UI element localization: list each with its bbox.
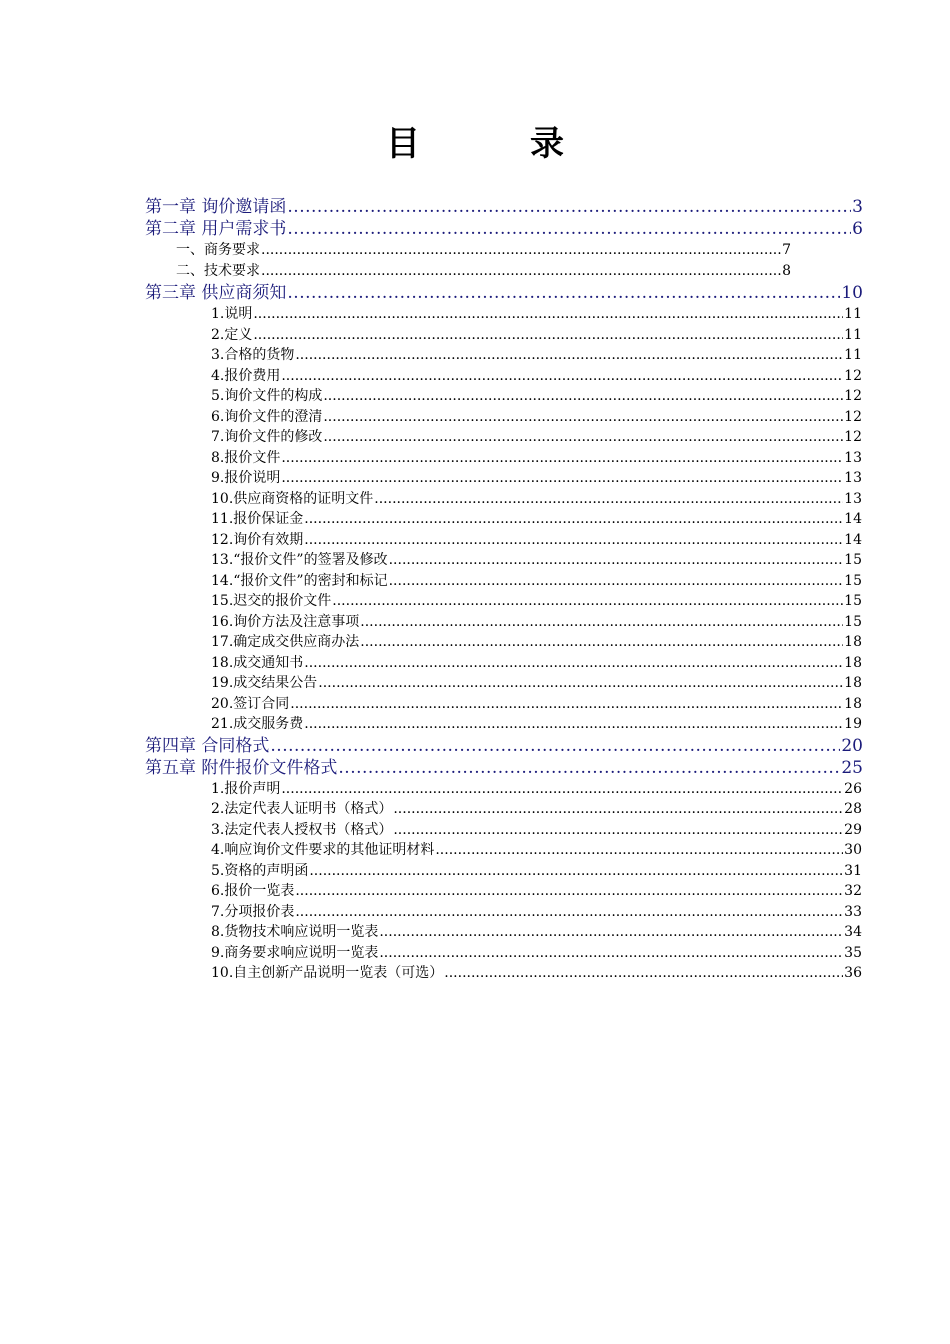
toc-entry-label: 1.报价声明 (211, 780, 281, 797)
dot-leader (332, 591, 843, 612)
toc-item-entry[interactable] (211, 779, 862, 800)
toc-page-number: 6 (852, 219, 863, 239)
dot-leader (360, 612, 843, 633)
toc-item-entry[interactable] (211, 673, 862, 694)
toc-item-entry[interactable] (211, 407, 862, 428)
toc-page-number: 19 (844, 716, 862, 732)
toc-page-number: 12 (844, 429, 862, 445)
toc-item-entry[interactable] (211, 922, 862, 943)
toc-page-number: 32 (844, 883, 862, 899)
toc-entry-label: 18.成交通知书 (211, 654, 304, 671)
toc-item-entry[interactable] (211, 881, 862, 902)
toc-entry-label: 7.分项报价表 (211, 903, 295, 920)
toc-item-entry[interactable] (211, 653, 862, 674)
toc-page-number: 36 (844, 965, 862, 981)
dot-leader (304, 714, 843, 735)
dot-leader (379, 943, 843, 964)
toc-page-number: 28 (844, 801, 862, 817)
toc-entry-label: 第五章 附件报价文件格式 (145, 757, 338, 778)
dot-leader (374, 489, 843, 510)
toc-page-number: 13 (844, 490, 862, 507)
toc-item-entry[interactable] (211, 345, 862, 366)
toc-item-entry[interactable] (211, 820, 862, 841)
toc-page-number: 12 (844, 367, 862, 384)
dot-leader (379, 922, 843, 943)
toc-item-entry[interactable] (211, 612, 862, 633)
toc-page-number: 3 (852, 197, 863, 217)
toc-page-number: 12 (844, 388, 862, 404)
dot-leader (389, 550, 844, 571)
dot-leader (295, 902, 843, 923)
toc-page-number: 8 (782, 263, 791, 279)
toc-item-entry[interactable] (211, 304, 862, 325)
toc-page-number: 7 (782, 242, 791, 258)
toc-entry-label: 8.货物技术响应说明一览表 (211, 924, 379, 940)
dot-leader (287, 282, 840, 304)
dot-leader (290, 694, 843, 715)
dot-leader (295, 345, 843, 366)
table-of-contents (0, 196, 950, 984)
toc-entry-label: 2.定义 (211, 326, 253, 343)
toc-chapter-entry[interactable] (145, 218, 863, 240)
toc-page-number: 15 (844, 613, 862, 630)
toc-entry-label: 12.询价有效期 (211, 531, 304, 548)
toc-entry-label: 5.询价文件的构成 (211, 388, 323, 404)
toc-entry-label: 8.报价文件 (211, 449, 281, 466)
toc-entry-label: 15.迟交的报价文件 (211, 593, 332, 609)
toc-section-entry[interactable] (176, 240, 791, 261)
toc-page-number: 18 (844, 634, 862, 650)
toc-page-number: 31 (844, 862, 862, 879)
toc-entry-label: 21.成交服务费 (211, 716, 304, 732)
dot-leader (304, 509, 843, 530)
toc-item-entry[interactable] (211, 509, 862, 530)
dot-leader (304, 530, 843, 551)
toc-item-entry[interactable] (211, 902, 862, 923)
toc-item-entry[interactable] (211, 366, 862, 387)
toc-entry-label: 14.“报价文件”的密封和标记 (211, 572, 388, 589)
toc-page-number: 12 (844, 408, 862, 425)
toc-entry-label: 6.报价一览表 (211, 883, 295, 899)
dot-leader (281, 448, 843, 469)
toc-entry-label: 2.法定代表人证明书（格式） (211, 801, 393, 817)
toc-page-number: 34 (844, 924, 862, 940)
dot-leader (253, 325, 843, 346)
dot-leader (393, 820, 843, 841)
toc-item-entry[interactable] (211, 861, 862, 882)
toc-page-number: 25 (841, 757, 863, 778)
toc-page-number: 18 (844, 654, 862, 671)
toc-entry-label: 4.响应询价文件要求的其他证明材料 (211, 842, 435, 858)
toc-entry-label: 一、商务要求 (176, 242, 260, 258)
dot-leader (323, 386, 843, 407)
toc-entry-label: 19.成交结果公告 (211, 675, 318, 691)
toc-entry-label: 10.自主创新产品说明一览表（可选） (211, 965, 444, 981)
dot-leader (281, 468, 843, 489)
dot-leader (338, 757, 840, 779)
toc-entry-label: 17.确定成交供应商办法 (211, 634, 360, 650)
dot-leader (287, 196, 851, 218)
toc-item-entry[interactable] (211, 943, 862, 964)
page-title: 目 录 (386, 124, 602, 164)
toc-entry-label: 16.询价方法及注意事项 (211, 613, 360, 630)
toc-entry-label: 11.报价保证金 (211, 511, 304, 527)
toc-page-number: 11 (844, 306, 862, 322)
toc-entry-label: 5.资格的声明函 (211, 862, 309, 879)
toc-item-entry[interactable] (211, 550, 862, 571)
toc-page-number: 30 (844, 842, 862, 858)
toc-chapter-entry[interactable] (145, 282, 863, 304)
toc-entry-label: 9.商务要求响应说明一览表 (211, 944, 379, 961)
toc-item-entry[interactable] (211, 694, 862, 715)
toc-item-entry[interactable] (211, 799, 862, 820)
toc-entry-label: 20.签订合同 (211, 695, 290, 712)
toc-item-entry[interactable] (211, 571, 862, 592)
toc-entry-label: 13.“报价文件”的签署及修改 (211, 552, 388, 568)
toc-page-number: 29 (844, 821, 862, 838)
toc-page-number: 18 (844, 695, 862, 712)
toc-page-number: 14 (844, 511, 862, 527)
dot-leader (261, 240, 781, 261)
toc-entry-label: 第二章 用户需求书 (145, 219, 287, 239)
toc-item-entry[interactable] (211, 386, 862, 407)
toc-entry-label: 10.供应商资格的证明文件 (211, 490, 374, 507)
toc-item-entry[interactable] (211, 448, 862, 469)
toc-page-number: 11 (844, 347, 862, 363)
toc-entry-label: 4.报价费用 (211, 367, 281, 384)
dot-leader (444, 963, 843, 984)
dot-leader (295, 881, 843, 902)
toc-page-number: 20 (841, 735, 863, 756)
dot-leader (309, 861, 843, 882)
toc-chapter-entry[interactable] (145, 196, 863, 218)
toc-item-entry[interactable] (211, 325, 862, 346)
dot-leader (281, 366, 843, 387)
dot-leader (270, 735, 840, 757)
toc-page-number: 13 (844, 470, 862, 486)
dot-leader (389, 571, 844, 592)
toc-item-entry[interactable] (211, 840, 862, 861)
dot-leader (318, 673, 843, 694)
toc-page-number: 18 (844, 675, 862, 691)
toc-page-number: 13 (844, 449, 862, 466)
toc-entry-label: 7.询价文件的修改 (211, 429, 323, 445)
dot-leader (304, 653, 843, 674)
toc-page-number: 11 (844, 326, 862, 343)
toc-page-number: 26 (844, 780, 862, 797)
dot-leader (393, 799, 843, 820)
toc-item-entry[interactable] (211, 530, 862, 551)
dot-leader (253, 304, 843, 325)
dot-leader (287, 218, 851, 240)
dot-leader (323, 427, 843, 448)
toc-page-number: 14 (844, 531, 862, 548)
dot-leader (261, 261, 781, 282)
toc-entry-label: 9.报价说明 (211, 470, 281, 486)
toc-item-entry[interactable] (211, 963, 862, 984)
toc-item-entry[interactable] (211, 714, 862, 735)
toc-page-number: 33 (844, 903, 862, 920)
toc-entry-label: 第一章 询价邀请函 (145, 197, 287, 217)
toc-chapter-entry[interactable] (145, 735, 863, 757)
dot-leader (360, 632, 843, 653)
toc-entry-label: 6.询价文件的澄清 (211, 408, 323, 425)
dot-leader (281, 779, 843, 800)
toc-page-number: 15 (844, 572, 862, 589)
dot-leader (323, 407, 843, 428)
dot-leader (435, 840, 843, 861)
toc-section-entry[interactable] (176, 261, 791, 282)
toc-page-number: 15 (844, 552, 862, 568)
toc-entry-label: 第四章 合同格式 (145, 735, 270, 756)
toc-item-entry[interactable] (211, 632, 862, 653)
toc-item-entry[interactable] (211, 427, 862, 448)
toc-page-number: 15 (844, 593, 862, 609)
toc-entry-label: 3.法定代表人授权书（格式） (211, 821, 393, 838)
toc-entry-label: 二、技术要求 (176, 263, 260, 279)
toc-entry-label: 1.说明 (211, 306, 253, 322)
toc-item-entry[interactable] (211, 489, 862, 510)
toc-page-number: 35 (844, 944, 862, 961)
toc-entry-label: 3.合格的货物 (211, 347, 295, 363)
toc-chapter-entry[interactable] (145, 757, 863, 779)
toc-item-entry[interactable] (211, 591, 862, 612)
toc-page-number: 10 (841, 283, 863, 303)
toc-item-entry[interactable] (211, 468, 862, 489)
toc-entry-label: 第三章 供应商须知 (145, 283, 287, 303)
